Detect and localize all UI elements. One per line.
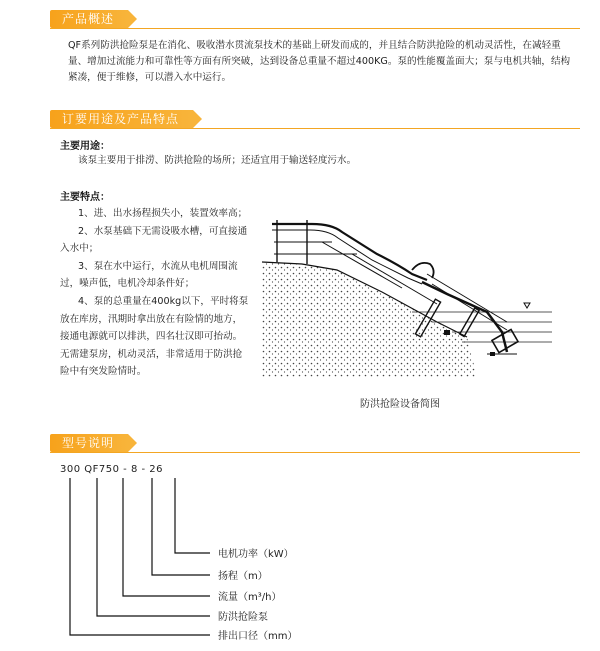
legend-outlet-diameter: 排出口径（mm） bbox=[218, 631, 298, 642]
equipment-diagram bbox=[262, 212, 552, 387]
legend-motor-power: 电机功率（kW） bbox=[218, 549, 294, 560]
model-code: 300 QF750 - 8 - 26 bbox=[60, 464, 163, 475]
usage-label: 主要用途： bbox=[60, 141, 110, 152]
feature-item: 2、水泵基础下无需设吸水槽，可直接通入水中； bbox=[60, 225, 248, 255]
section-divider bbox=[50, 452, 580, 453]
diagram-caption: 防洪抢险设备简图 bbox=[360, 399, 440, 410]
feature-item: 3、泵在水中运行，水流从电机周围流过，噪声低，电机冷却条件好； bbox=[60, 260, 238, 290]
overview-paragraph: QF系列防洪抢险泵是在消化、吸收潜水贯流泵技术的基础上研发而成的，并且结合防洪抢险的机动灵活性，在减轻重量、增加过流能力和可靠性等方面有所突破，达到设备总重量不超过400KG。泵的性能覆盖面大；泵与电机共轴，结构紧凑，便于维修，可以潜入水中运行。 bbox=[68, 40, 571, 83]
section-divider bbox=[50, 128, 580, 129]
section-title-model: 型号说明 bbox=[50, 434, 128, 452]
feature-item: 1、进、出水扬程损失小，装置效率高； bbox=[78, 208, 248, 219]
section-title-overview: 产品概述 bbox=[50, 10, 128, 28]
usage-text: 该泵主要用于排涝、防洪抢险的场所；还适宜用于输送轻度污水。 bbox=[78, 155, 357, 166]
section-divider bbox=[50, 28, 580, 29]
section-header-usage bbox=[50, 110, 193, 128]
legend-head: 扬程（m） bbox=[218, 571, 268, 582]
feature-item: 4、泵的总重量在400kg以下，平时将泵放在库房，汛期时拿出放在有险情的地方，接通电源就可以排洪，四名壮汉即可抬动。无需建泵房，机动灵活，非常适用于防洪抢险中有突发险情时。 bbox=[60, 295, 249, 378]
section-header-model bbox=[50, 434, 128, 452]
features-label: 主要特点： bbox=[60, 192, 110, 203]
section-title-usage: 订要用途及产品特点 bbox=[50, 110, 193, 128]
model-leader-lines bbox=[60, 476, 260, 651]
legend-flow: 流量（m³/h） bbox=[218, 592, 282, 603]
section-header-overview bbox=[50, 10, 128, 28]
legend-pump-type: 防洪抢险泵 bbox=[218, 612, 268, 623]
features-list bbox=[60, 205, 250, 381]
